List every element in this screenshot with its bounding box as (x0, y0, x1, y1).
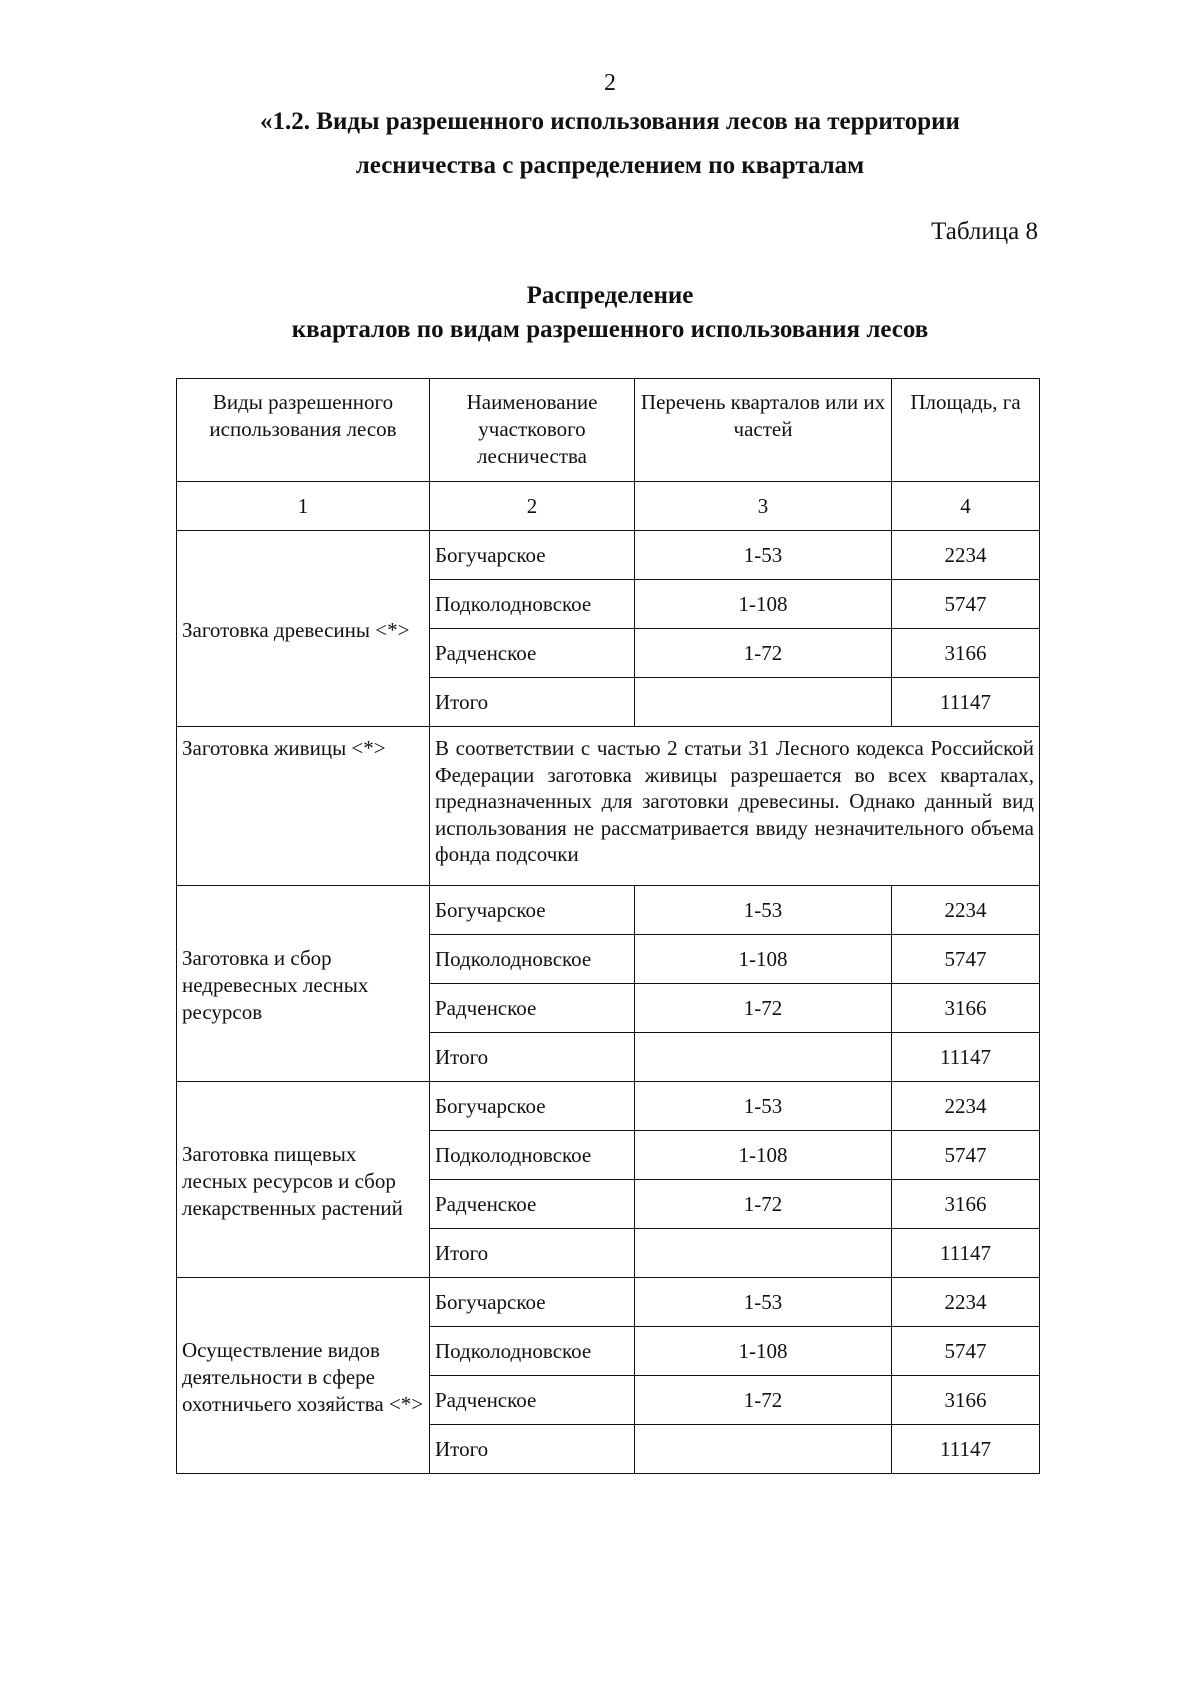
table-title-line-2: кварталов по видам разрешенного использования лесов (291, 316, 929, 343)
header-cell: Перечень кварталов или их частей (635, 379, 892, 482)
area-cell: 2234 (892, 531, 1040, 580)
table-row (177, 531, 1040, 580)
quarters-cell: 1-53 (635, 531, 892, 580)
header-cell: Виды разрешенного использования лесов (177, 379, 430, 482)
area-cell: 3166 (892, 629, 1040, 678)
column-number: 2 (430, 482, 635, 531)
area-cell: 3166 (892, 1180, 1040, 1229)
forest-use-table (176, 378, 1040, 1474)
column-number: 1 (177, 482, 430, 531)
forestry-name-cell: Итого (430, 1425, 635, 1474)
quarters-cell: 1-72 (635, 629, 892, 678)
header-cell: Площадь, га (892, 379, 1040, 482)
forestry-name-cell: Богучарское (430, 531, 635, 580)
area-cell: 3166 (892, 1376, 1040, 1425)
forestry-name-cell: Подколодновское (430, 1327, 635, 1376)
forestry-name-cell: Богучарское (430, 1278, 635, 1327)
use-kind-cell: Заготовка живицы <*> (177, 727, 430, 886)
table-row (177, 886, 1040, 935)
area-cell: 2234 (892, 886, 1040, 935)
area-cell: 11147 (892, 1033, 1040, 1082)
quarters-cell (635, 1229, 892, 1278)
section-title-line-1: «1.2. Виды разрешенного использования лесов на территории (260, 108, 960, 135)
table-title-line-1: Распределение (526, 282, 694, 309)
column-number: 4 (892, 482, 1040, 531)
table-label: Таблица 8 (931, 218, 1038, 245)
section-title-line-2: лесничества с распределением по кварталам (355, 152, 865, 179)
quarters-cell: 1-108 (635, 1131, 892, 1180)
forestry-name-cell: Итого (430, 678, 635, 727)
table-row (177, 1082, 1040, 1131)
area-cell: 2234 (892, 1278, 1040, 1327)
quarters-cell (635, 1033, 892, 1082)
header-cell: Наименование участкового лесничества (430, 379, 635, 482)
forestry-name-cell: Подколодновское (430, 935, 635, 984)
area-cell: 5747 (892, 1327, 1040, 1376)
area-cell: 5747 (892, 1131, 1040, 1180)
forestry-name-cell: Богучарское (430, 886, 635, 935)
quarters-cell: 1-108 (635, 580, 892, 629)
quarters-cell (635, 678, 892, 727)
area-cell: 2234 (892, 1082, 1040, 1131)
use-kind-cell: Заготовка древесины <*> (177, 531, 430, 727)
table-row (177, 1278, 1040, 1327)
quarters-cell: 1-72 (635, 1376, 892, 1425)
header-row (177, 379, 1040, 482)
area-cell: 11147 (892, 678, 1040, 727)
quarters-cell (635, 1425, 892, 1474)
forestry-name-cell: Подколодновское (430, 580, 635, 629)
forestry-name-cell: Радченское (430, 629, 635, 678)
area-cell: 11147 (892, 1229, 1040, 1278)
forestry-name-cell: Богучарское (430, 1082, 635, 1131)
quarters-cell: 1-108 (635, 1327, 892, 1376)
use-kind-cell: Заготовка пищевых лесных ресурсов и сбор лекарственных растений (177, 1082, 430, 1278)
area-cell: 5747 (892, 935, 1040, 984)
quarters-cell: 1-72 (635, 984, 892, 1033)
forestry-name-cell: Итого (430, 1033, 635, 1082)
area-cell: 11147 (892, 1425, 1040, 1474)
quarters-cell: 1-108 (635, 935, 892, 984)
forestry-name-cell: Радченское (430, 984, 635, 1033)
area-cell: 3166 (892, 984, 1040, 1033)
page-number: 2 (604, 70, 616, 96)
note-cell: В соответствии с частью 2 статьи 31 Лесного кодекса Российской Федерации заготовка живицы разрешается во всех кварталах, предназначенных для заготовки древесины. Однако данный вид использования не рассматривается ввиду незначительного объема фонда подсочки (430, 727, 1040, 886)
quarters-cell: 1-53 (635, 1278, 892, 1327)
table-row (177, 727, 1040, 886)
column-number: 3 (635, 482, 892, 531)
quarters-cell: 1-72 (635, 1180, 892, 1229)
forestry-name-cell: Радченское (430, 1376, 635, 1425)
forestry-name-cell: Итого (430, 1229, 635, 1278)
use-kind-cell: Осуществление видов деятельности в сфере охотничьего хозяйства <*> (177, 1278, 430, 1474)
area-cell: 5747 (892, 580, 1040, 629)
quarters-cell: 1-53 (635, 886, 892, 935)
use-kind-cell: Заготовка и сбор недревесных лесных ресурсов (177, 886, 430, 1082)
quarters-cell: 1-53 (635, 1082, 892, 1131)
forestry-name-cell: Радченское (430, 1180, 635, 1229)
column-number-row (177, 482, 1040, 531)
forestry-name-cell: Подколодновское (430, 1131, 635, 1180)
